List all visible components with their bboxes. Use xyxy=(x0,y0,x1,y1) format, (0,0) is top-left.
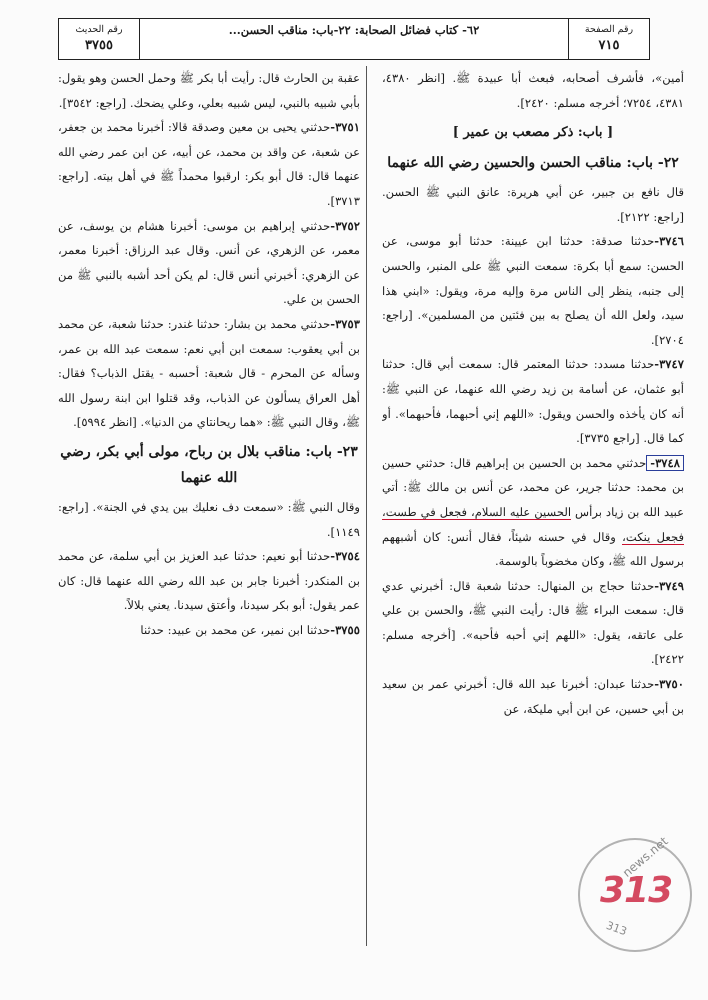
text-paragraph: أمين»، فأشرف أصحابه، فبعث أبا عبيدة ﷺ. [انظر ٤٣٨٠، ٤٣٨١، ٧٢٥٤؛ أخرجه مسلم: ٢٤٢٠]. xyxy=(382,71,684,110)
hadith-paragraph xyxy=(382,672,684,721)
hadith-text-continued: وقال في حسنه شيئاً، فقال أنس: كان أشبههم برسول الله ﷺ، وكان مخضوباً بالوسمة. xyxy=(382,529,684,569)
hadith-paragraph xyxy=(58,214,360,312)
hadith-text: حدثني إبراهيم بن موسى: أخبرنا هشام بن يوسف، عن معمر، عن الزهري، عن أنس. وقال عبد الرزاق: أخبرنا معمر، عن الزهري: أخبرني أنس قال: لم يكن أحد أشبه بالنبي ﷺ من الحسن بن علي. xyxy=(58,218,360,307)
hadith-text: حدثنا حجاج بن المنهال: حدثنا شعبة قال: أخبرني عدي قال: سمعت البراء ﷺ قال: رأيت النبي ﷺ، والحسن بن علي على عاتقه، يقول: «اللهم إني أحبه فأحبه». [أخرجه مسلم: ٢٤٢٢]. xyxy=(382,578,684,667)
hadith-text: حدثنا مسدد: حدثنا المعتمر قال: سمعت أبي قال: حدثنا أبو عثمان، عن أسامة بن زيد رضي الله عنهما، عن النبي ﷺ: أنه كان يأخذه والحسن ويقول: «اللهم إني أحبهما، فأحبهما». أو كما قال. [راجع ٣٧٣٥]. xyxy=(382,357,684,446)
hadith-number-boxed: ٣٧٤٨- xyxy=(646,455,684,471)
watermark-text-bottom: 313 xyxy=(604,918,629,939)
text-paragraph: عقبة بن الحارث قال: رأيت أبا بكر ﷺ وحمل الحسن وهو يقول: بأبي شبيه بالنبي، ليس شبيه بعلي، وعلي يضحك. [راجع: ٣٥٤٢]. xyxy=(58,71,360,110)
hadith-text: حدثني محمد بن الحسين بن إبراهيم قال: حدثني حسين بن محمد: حدثنا جرير، عن محمد، عن أنس بن مالك ﷺ: أتي عبيد الله بن زياد برأس xyxy=(382,455,684,519)
hadith-text: حدثنا عبدان: أخبرنا عبد الله قال: أخبرني عمر بن سعيد بن أبي حسين، عن ابن أبي مليكة، عن xyxy=(382,677,684,716)
underlined-phrase: الحسين عليه السلام، فجعل في طست، فجعل ينكت، xyxy=(382,504,684,544)
hadith-number: ٣٧٥٥- xyxy=(330,622,360,637)
watermark-stamp xyxy=(578,834,692,952)
hadith-text: حدثنا صدقة: حدثنا ابن عيينة: حدثنا أبو موسى، عن الحسن: سمع أبا بكرة: سمعت النبي ﷺ على المنبر، والحسن إلى جنبه، ينظر إلى الناس مرة وإليه مرة، ويقول: «ابني هذا سيد، ولعل الله أن يصلح به بين فئتين من المسلمين». [راجع: ٢٧٠٤]. xyxy=(382,234,684,347)
watermark-number: 313 xyxy=(600,870,673,911)
hadith-number: ٣٧٤٦- xyxy=(654,234,684,249)
hadith-number: ٣٧٥٠- xyxy=(654,677,684,692)
hadith-number: ٣٧٤٩- xyxy=(654,578,684,593)
hadith-number: ٣٧٥١- xyxy=(330,120,360,135)
hadith-paragraph-highlighted xyxy=(382,451,684,574)
hadith-paragraph xyxy=(58,618,360,643)
page-number-box xyxy=(568,19,649,59)
chapter-heading: ٢٢- باب: مناقب الحسن والحسين رضي الله عنهما xyxy=(387,155,679,172)
hadith-paragraph xyxy=(382,229,684,352)
hadith-text: حدثنا ابن نمير، عن محمد بن عبيد: حدثنا xyxy=(140,622,331,637)
text-paragraph: قال نافع بن جبير، عن أبي هريرة: عانق النبي ﷺ الحسن. [راجع: ٢١٢٢]. xyxy=(382,185,684,224)
hadith-paragraph xyxy=(382,574,684,672)
hadith-number: ٣٧٥٥ xyxy=(85,38,113,53)
chapter-title: ٦٢- كتاب فضائل الصحابة: ٢٢-باب: مناقب الحسن... xyxy=(228,23,480,37)
hadith-paragraph xyxy=(58,544,360,618)
hadith-paragraph xyxy=(58,312,360,435)
text-paragraph: وقال النبي ﷺ: «سمعت دف نعليك بين يدي في الجنة». [راجع: ١١٤٩]. xyxy=(58,499,360,539)
page-number-label: رقم الصفحة xyxy=(584,24,634,35)
watermark-text: news.net xyxy=(619,834,671,880)
chapter-heading-bracket: [ باب: ذكر مصعب بن عمير ] xyxy=(452,125,614,141)
chapter-heading: ٢٣- باب: مناقب بلال بن رباح، مولى أبي بكر، رضي الله عنهما xyxy=(60,443,358,486)
hadith-text: حدثني محمد بن بشار: حدثنا غندر: حدثنا شعبة، عن محمد بن أبي يعقوب: سمعت ابن أبي نعم: سمعت عبد الله بن عمر، وسأله عن المحرم - قال شعبة: أحسبه - يقتل الذباب؟ فقال: أهل العراق يسألون عن الذباب، وقد قتلوا ابن ابنة رسول الله ﷺ، وقال النبي ﷺ: «هما ريحانتاي من الدنيا». [انظر ٥٩٩٤]. xyxy=(58,316,360,430)
hadith-number-box xyxy=(59,19,140,59)
hadith-text: حدثني يحيى بن معين وصدقة قالا: أخبرنا محمد بن جعفر، عن شعبة، عن واقد بن محمد، عن أبيه، عن ابن عمر رضي الله عنهما قال: قال أبو بكر: ارقبوا محمداً ﷺ في أهل بيته. [راجع: ٣٧١٣]. xyxy=(58,120,360,208)
right-column xyxy=(382,66,684,946)
hadith-paragraph xyxy=(58,115,360,213)
left-column xyxy=(58,66,360,946)
hadith-paragraph xyxy=(382,352,684,450)
column-divider xyxy=(366,66,367,946)
hadith-text: حدثنا أبو نعيم: حدثنا عبد العزيز بن أبي سلمة، عن محمد بن المنكدر: أخبرنا جابر بن عبد الله رضي الله عنهما قال: كان عمر يقول: أبو بكر سيدنا، وأعتق سيدنا. يعني بلالاً. xyxy=(58,549,360,613)
chapter-heading-box xyxy=(382,119,684,146)
hadith-number-label: رقم الحديث xyxy=(75,24,123,35)
hadith-number: ٣٧٥٢- xyxy=(330,218,360,233)
hadith-number: ٣٧٥٤- xyxy=(330,549,360,564)
page-number: ٧١٥ xyxy=(598,38,620,53)
page-header xyxy=(58,18,650,60)
hadith-number: ٣٧٤٧- xyxy=(654,357,684,372)
hadith-number: ٣٧٥٣- xyxy=(330,316,360,331)
